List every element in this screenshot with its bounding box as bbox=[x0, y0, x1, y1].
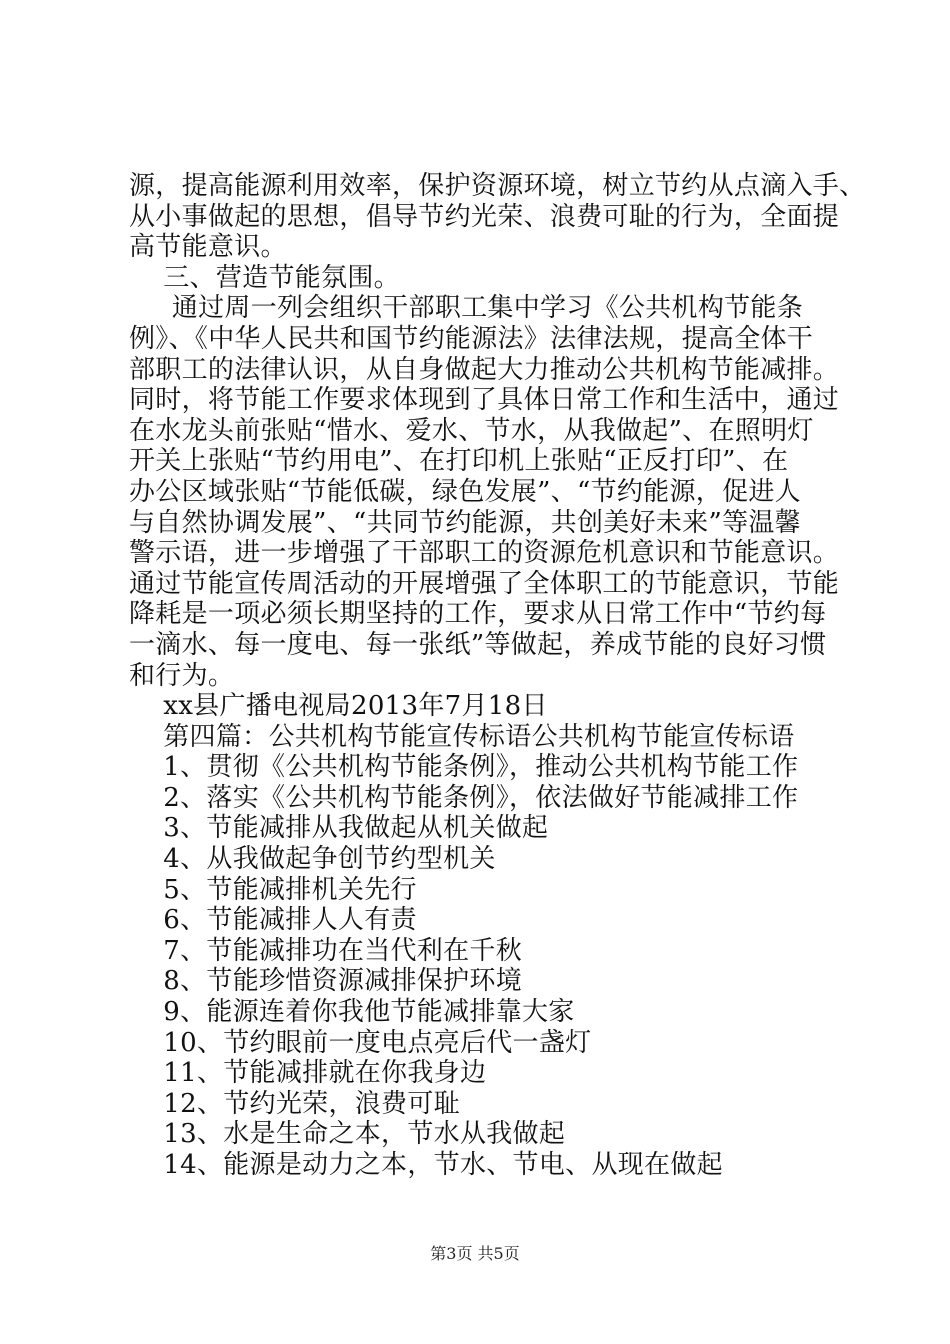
slogan-item: 4、从我做起争创节约型机关 bbox=[129, 844, 496, 875]
text-line: 部职工的法律认识，从自身做起大力推动公共机构节能减排。 bbox=[129, 354, 840, 385]
text-line: 从小事做起的思想，倡导节约光荣、浪费可耻的行为，全面提 bbox=[129, 201, 840, 232]
slogan-item: 6、节能减排人人有责 bbox=[129, 905, 417, 936]
signature-line: xx县广播电视局2013年7月18日 bbox=[129, 691, 548, 722]
slogan-item: 13、水是生命之本，节水从我做起 bbox=[129, 1119, 566, 1150]
text-line: 办公区域张贴“节能低碳，绿色发展”、“节约能源，促进人 bbox=[129, 476, 801, 507]
text-line: 通过节能宣传周活动的开展增强了全体职工的节能意识，节能 bbox=[129, 568, 840, 599]
slogan-item: 1、贯彻《公共机构节能条例》，推动公共机构节能工作 bbox=[129, 752, 799, 783]
text-line: 一滴水、每一度电、每一张纸”等做起，养成节能的良好习惯 bbox=[129, 629, 827, 660]
slogan-item: 5、节能减排机关先行 bbox=[129, 874, 417, 905]
document-body bbox=[129, 171, 866, 1181]
text-line: 高节能意识。 bbox=[129, 232, 287, 263]
slogan-item: 2、落实《公共机构节能条例》，依法做好节能减排工作 bbox=[129, 782, 799, 813]
slogan-item: 9、能源连着你我他节能减排靠大家 bbox=[129, 997, 575, 1028]
slogan-item: 7、节能减排功在当代利在千秋 bbox=[129, 935, 523, 966]
section-heading: 三、营造节能氛围。 bbox=[129, 262, 400, 293]
text-line: 同时，将节能工作要求体现到了具体日常工作和生活中，通过 bbox=[129, 385, 840, 416]
slogan-item: 10、节约眼前一度电点亮后代一盏灯 bbox=[129, 1027, 592, 1058]
slogan-item: 3、节能减排从我做起从机关做起 bbox=[129, 813, 549, 844]
text-line: 降耗是一项必须长期坚持的工作，要求从日常工作中“节约每 bbox=[129, 599, 827, 630]
page-number-footer: 第3页 共5页 bbox=[430, 1244, 520, 1263]
slogan-item: 11、节能减排就在你我身边 bbox=[129, 1058, 487, 1089]
text-line: 和行为。 bbox=[129, 660, 235, 691]
slogan-item: 14、能源是动力之本，节水、节电、从现在做起 bbox=[129, 1150, 723, 1180]
text-line: 警示语，进一步增强了干部职工的资源危机意识和节能意识。 bbox=[129, 538, 840, 569]
text-line: 在水龙头前张贴“惜水、爱水、节水，从我做起”、在照明灯 bbox=[129, 415, 814, 446]
chapter-heading: 第四篇：公共机构节能宣传标语公共机构节能宣传标语 bbox=[129, 721, 795, 752]
text-line: 源，提高能源利用效率，保护资源环境，树立节约从点滴入手、 bbox=[129, 171, 866, 201]
text-line: 通过周一列会组织干部职工集中学习《公共机构节能条 bbox=[129, 293, 804, 324]
slogan-item: 8、节能珍惜资源减排保护环境 bbox=[129, 966, 523, 997]
text-line: 开关上张贴“节约用电”、在打印机上张贴“正反打印”、在 bbox=[129, 446, 789, 477]
text-line: 与自然协调发展”、“共同节约能源，共创美好未来”等温馨 bbox=[129, 507, 801, 538]
slogan-item: 12、节约光荣，浪费可耻 bbox=[129, 1088, 460, 1119]
text-line: 例》、《中华人民共和国节约能源法》法律法规，提高全体干 bbox=[129, 323, 814, 354]
